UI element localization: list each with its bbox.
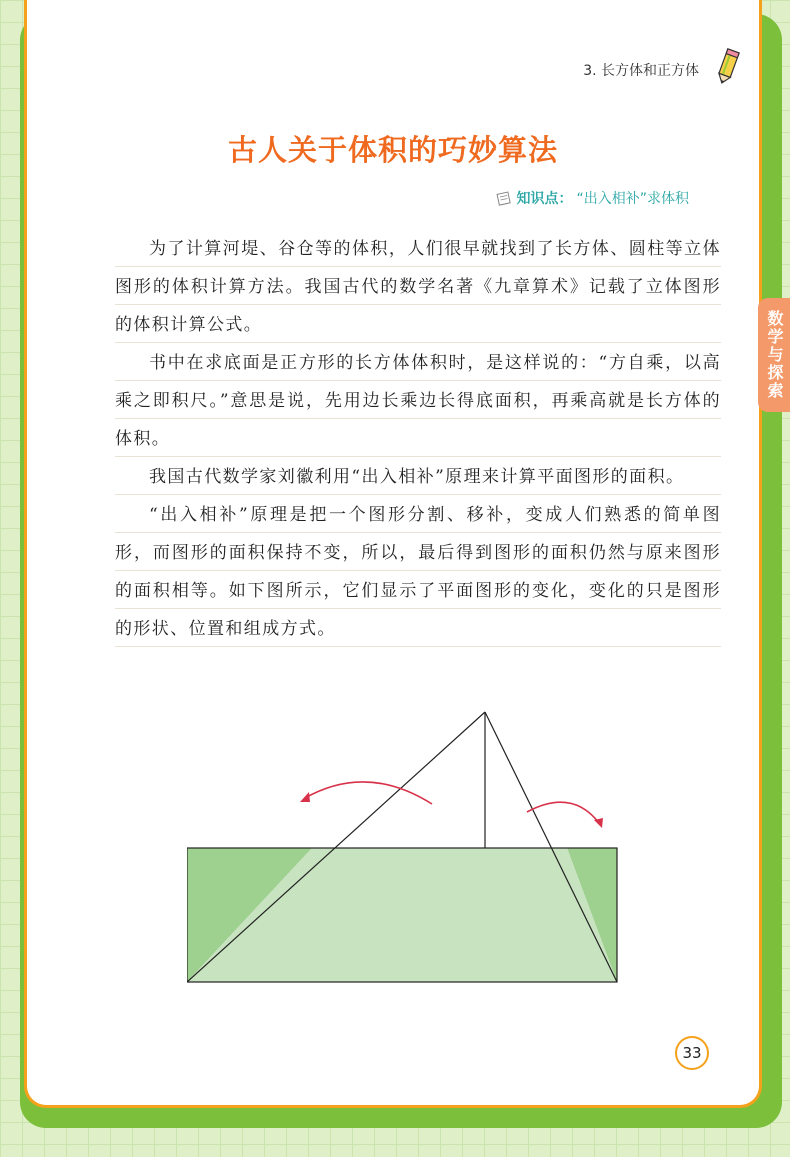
paragraph: “出入相补”原理是把一个图形分割、移补，变成人们熟悉的简单图形，而图形的面积保持不变，所以，最后得到图形的面积仍然与原来图形的面积相等。如下图所示，它们显示了平面图形的变化，变化的只是图形的形状、位置和组成方式。 (115, 496, 721, 648)
pencil-icon (711, 46, 745, 86)
article-body (115, 230, 721, 648)
paragraph: 书中在求底面是正方形的长方体体积时，是这样说的：“方自乘，以高乘之即积尺。”意思是说，先用边长乘边长得底面积，再乘高就是长方体的体积。 (115, 344, 721, 458)
arrow-left (305, 782, 432, 804)
page-title: 古人关于体积的巧妙算法 (227, 133, 558, 167)
chapter-header: 3. 长方体和正方体 (583, 63, 699, 79)
paragraph: 我国古代数学家刘徽利用“出入相补”原理来计算平面图形的面积。 (115, 458, 721, 496)
knowledge-text: “出入相补”求体积 (576, 191, 689, 207)
side-tab: 数学与探索 (758, 298, 790, 412)
paragraph: 为了计算河堤、谷仓等的体积，人们很早就找到了长方体、圆柱等立体图形的体积计算方法。我国古代的数学名著《九章算术》记载了立体图形的体积计算公式。 (115, 230, 721, 344)
knowledge-tag: 知识点： (516, 191, 573, 207)
out-in-complement-diagram (187, 708, 647, 998)
knowledge-point (496, 188, 689, 208)
arrow-left-head (300, 792, 310, 802)
page-number: 33 (675, 1036, 709, 1070)
note-icon (496, 190, 512, 206)
book-page (24, 0, 762, 1108)
